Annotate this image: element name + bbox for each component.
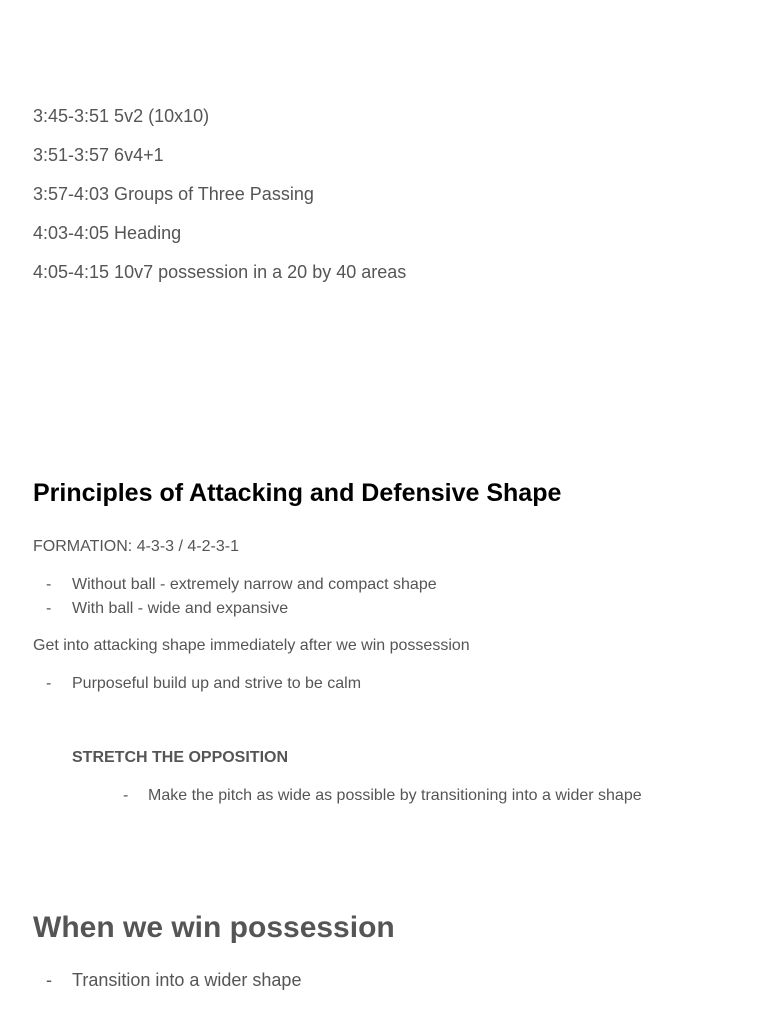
list-item: Transition into a wider shape bbox=[72, 970, 302, 990]
list-item: Without ball - extremely narrow and compact shape bbox=[72, 576, 437, 593]
schedule-item: 3:45-3:51 5v2 (10x10) bbox=[33, 106, 210, 126]
section-title: Principles of Attacking and Defensive Shape bbox=[33, 479, 562, 507]
formation-text: FORMATION: 4-3-3 / 4-2-3-1 bbox=[33, 538, 239, 555]
schedule-item: 4:05-4:15 10v7 possession in a 20 by 40 areas bbox=[33, 262, 407, 282]
win-possession-heading: When we win possession bbox=[33, 911, 395, 944]
schedule-item: 3:51-3:57 6v4+1 bbox=[33, 145, 164, 165]
bullet-dash: - bbox=[46, 600, 52, 617]
list-item: With ball - wide and expansive bbox=[72, 600, 289, 617]
list-item: Purposeful build up and strive to be calm bbox=[72, 675, 362, 692]
stretch-heading: STRETCH THE OPPOSITION bbox=[72, 749, 289, 766]
bullet-dash: - bbox=[123, 787, 129, 804]
bullet-dash: - bbox=[46, 675, 52, 692]
list-item: Make the pitch as wide as possible by transitioning into a wider shape bbox=[148, 787, 642, 804]
bullet-dash: - bbox=[46, 970, 52, 990]
schedule-item: 4:03-4:05 Heading bbox=[33, 223, 182, 243]
bullet-dash: - bbox=[46, 576, 52, 593]
schedule-item: 3:57-4:03 Groups of Three Passing bbox=[33, 184, 314, 204]
attacking-intro-text: Get into attacking shape immediately after we win possession bbox=[33, 637, 470, 654]
